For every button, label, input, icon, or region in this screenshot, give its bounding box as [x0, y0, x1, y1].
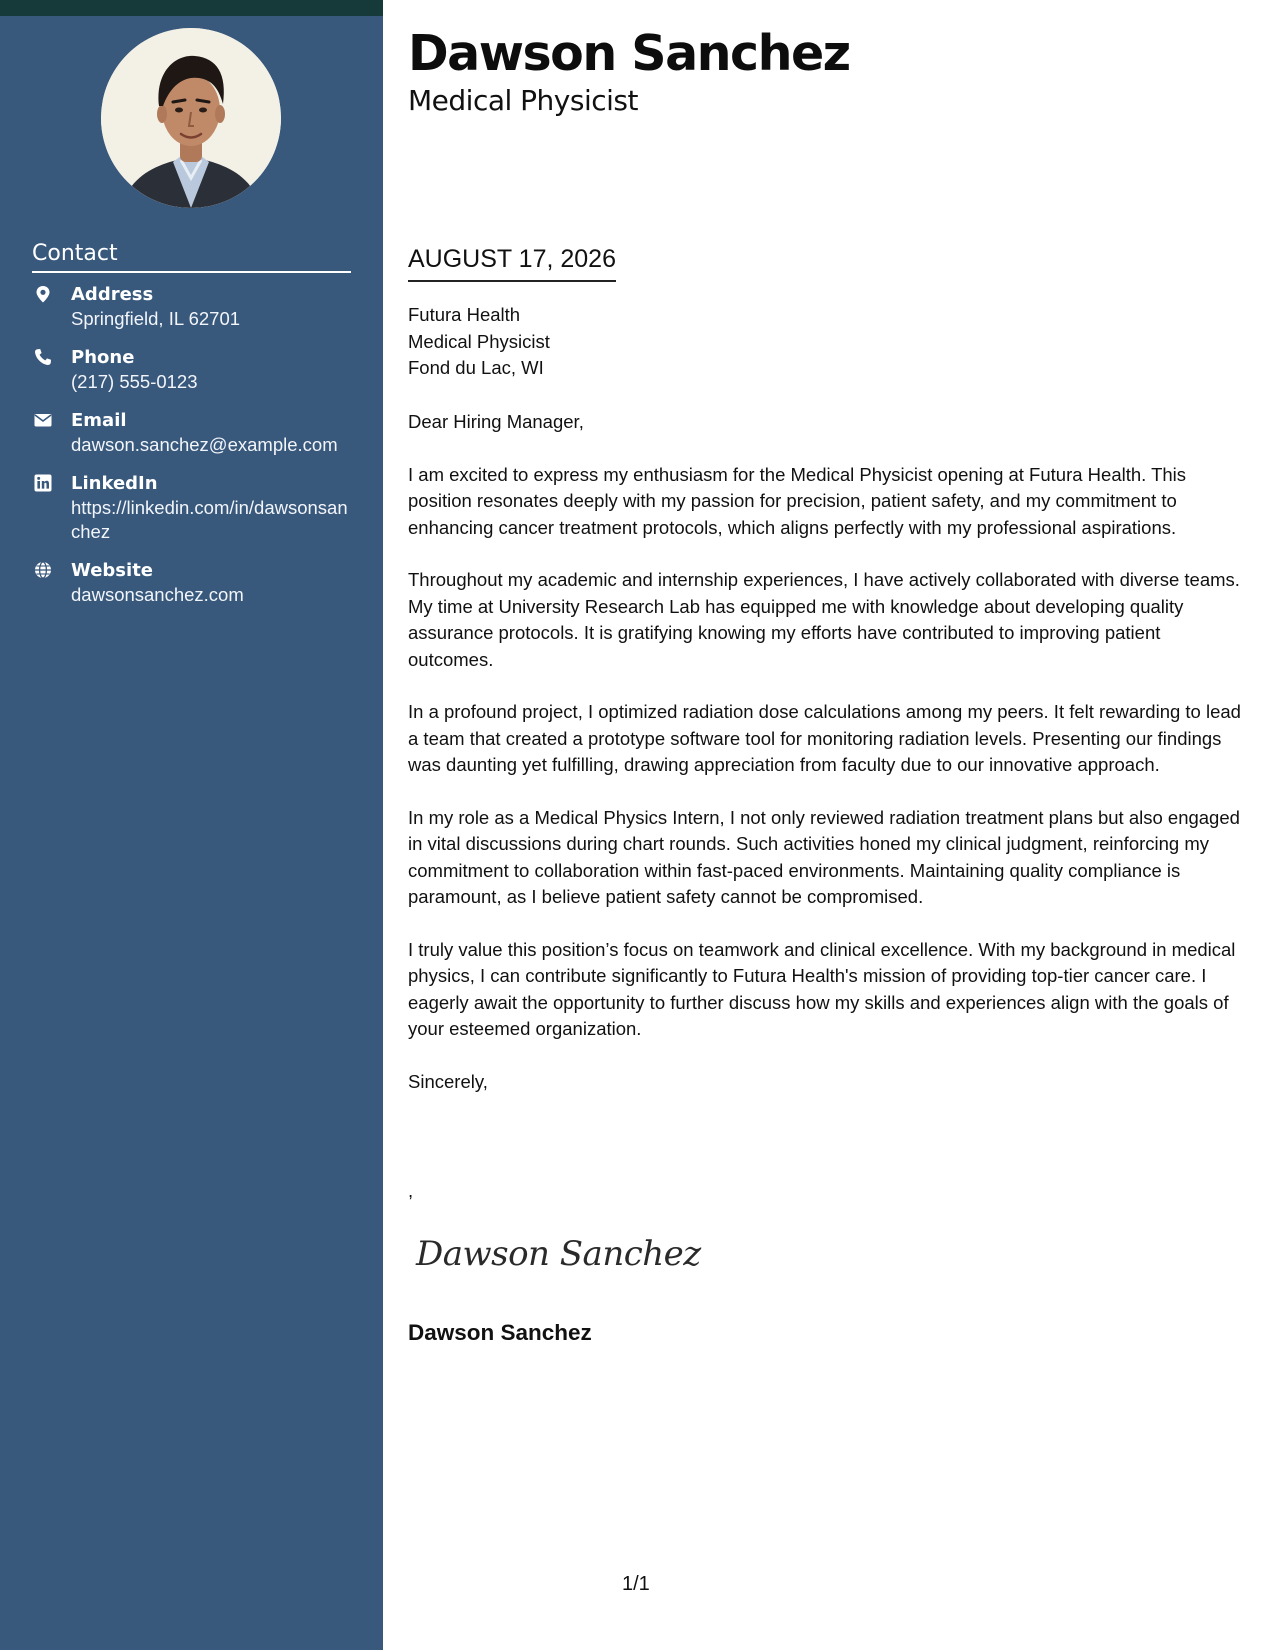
salutation: Dear Hiring Manager,: [408, 411, 584, 432]
applicant-title: Medical Physicist: [408, 84, 638, 117]
linkedin-icon: [34, 474, 52, 492]
recipient-block: [408, 302, 550, 382]
page-number: 1/1: [622, 1573, 650, 1595]
body-paragraph-5: I truly value this position’s focus on teamwork and clinical excellence. With my background in medical physics, I can contribute significantly to Futura Health's mission of providing top-tier cancer care. I eagerly await the opportunity to further discuss how my skills and experiences align with the goals of your esteemed organization.: [408, 938, 1236, 1039]
contact-item-email: [32, 409, 352, 457]
letter-date: AUGUST 17, 2026: [408, 244, 616, 282]
globe-icon: [34, 561, 52, 579]
contact-label-linkedin: LinkedIn: [71, 473, 158, 494]
contact-value-email[interactable]: dawson.sanchez@example.com: [71, 434, 338, 455]
contact-item-linkedin: [32, 472, 352, 544]
letter-body: [408, 409, 1248, 1121]
contact-value-phone: (217) 555-0123: [71, 371, 198, 392]
contact-value-address: Springfield, IL 62701: [71, 308, 241, 329]
recipient-location: Fond du Lac, WI: [408, 357, 544, 378]
contact-label-email: Email: [71, 410, 127, 431]
body-paragraph-4: In my role as a Medical Physics Intern, I not only reviewed radiation treatment plans but also engaged in vital discussions during chart rounds. Such activities honed my clinical judgment, reinforcing my commitment to collaboration within fast-paced environments. Maintaining quality compliance is paramount, as I believe patient safety cannot be compromised.: [408, 806, 1240, 907]
contact-item-phone: [32, 346, 352, 394]
contact-value-website[interactable]: dawsonsanchez.com: [71, 584, 244, 605]
location-pin-icon: [34, 285, 52, 303]
contact-heading: Contact: [32, 240, 351, 273]
recipient-company: Futura Health: [408, 304, 521, 325]
contact-label-address: Address: [71, 284, 154, 305]
body-paragraph-1: I am excited to express my enthusiasm for the Medical Physicist opening at Futura Health. This position resonates deeply with my passion for precision, patient safety, and my commitment to enhancing cancer treatment protocols, which aligns perfectly with my professional aspirations.: [408, 463, 1187, 538]
contact-item-website: [32, 559, 352, 607]
body-paragraph-3: In a profound project, I optimized radiation dose calculations among my peers. It felt rewarding to lead a team that created a prototype software tool for monitoring radiation levels. Presenting our findings was daunting yet fulfilling, drawing appreciation from faculty due to our innovative approach.: [408, 701, 1241, 775]
avatar: [101, 28, 281, 208]
signer-name: Dawson Sanchez: [408, 1320, 592, 1345]
applicant-name: Dawson Sanchez: [408, 25, 850, 82]
contact-item-address: [32, 283, 352, 331]
phone-icon: [34, 348, 52, 366]
contact-value-linkedin[interactable]: https://linkedin.com/in/dawsonsanchez: [71, 497, 348, 542]
contact-label-website: Website: [71, 560, 154, 581]
contact-label-phone: Phone: [71, 347, 135, 368]
contact-list: [32, 283, 352, 622]
sidebar: [0, 0, 383, 1650]
closing: Sincerely,: [408, 1070, 488, 1092]
recipient-position: Medical Physicist: [408, 330, 550, 352]
portrait-photo: [101, 28, 281, 208]
sidebar-top-bar: [0, 0, 383, 16]
closing-comma: ,: [408, 1180, 414, 1201]
handwritten-signature: Dawson Sanchez: [416, 1234, 701, 1274]
envelope-icon: [34, 411, 52, 429]
body-paragraph-2: Throughout my academic and internship experiences, I have actively collaborated with diverse teams. My time at University Research Lab has equipped me with knowledge about developing quality assurance protocols. It is gratifying knowing my efforts have contributed to improving patient outcomes.: [408, 569, 1240, 670]
